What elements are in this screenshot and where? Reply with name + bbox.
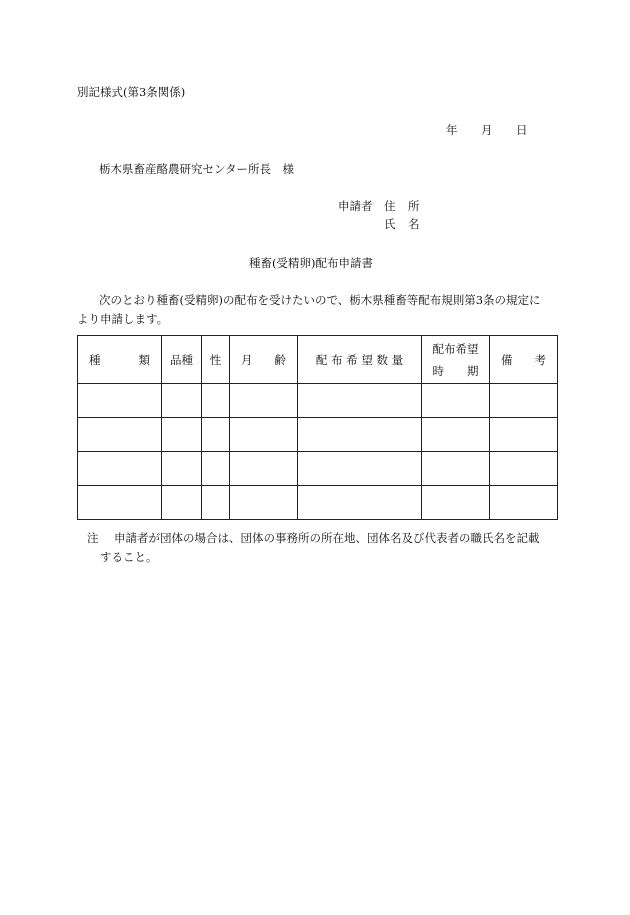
name-label-2: 名 <box>408 217 420 231</box>
cell-period[interactable] <box>422 384 490 418</box>
cell-age[interactable] <box>230 384 298 418</box>
header-age: 月 齢 <box>230 336 298 384</box>
table-row <box>78 486 558 520</box>
note-line1: 申請者が団体の場合は、団体の事務所の所在地、団体名及び代表者の職氏名を記載 <box>114 531 540 545</box>
cell-sex[interactable] <box>202 452 230 486</box>
table-row <box>78 418 558 452</box>
cell-remarks[interactable] <box>490 418 558 452</box>
cell-sex[interactable] <box>202 486 230 520</box>
cell-remarks[interactable] <box>490 486 558 520</box>
table-row <box>78 452 558 486</box>
date-year-label: 年 <box>446 123 458 137</box>
body-text-line2: より申請します。 <box>77 312 169 326</box>
cell-period[interactable] <box>422 486 490 520</box>
cell-kind[interactable] <box>78 384 162 418</box>
cell-kind[interactable] <box>78 486 162 520</box>
cell-breed[interactable] <box>162 486 202 520</box>
cell-period[interactable] <box>422 418 490 452</box>
header-period: 配布希望 時 期 <box>422 336 490 384</box>
cell-period[interactable] <box>422 452 490 486</box>
cell-quantity[interactable] <box>298 452 422 486</box>
cell-quantity[interactable] <box>298 486 422 520</box>
header-remarks: 備 考 <box>490 336 558 384</box>
date-month-label: 月 <box>481 123 493 137</box>
header-quantity: 配 布 希 望 数 量 <box>298 336 422 384</box>
address-label-2: 所 <box>408 199 420 213</box>
addressee: 栃木県畜産酪農研究センター所長 様 <box>99 162 295 176</box>
cell-remarks[interactable] <box>490 384 558 418</box>
form-title-note: 別記様式(第3条関係) <box>77 85 186 99</box>
table-header-row <box>78 336 558 384</box>
applicant-block <box>338 199 428 233</box>
cell-quantity[interactable] <box>298 384 422 418</box>
cell-breed[interactable] <box>162 452 202 486</box>
header-sex: 性 <box>202 336 230 384</box>
cell-kind[interactable] <box>78 452 162 486</box>
cell-remarks[interactable] <box>490 452 558 486</box>
cell-breed[interactable] <box>162 384 202 418</box>
cell-age[interactable] <box>230 486 298 520</box>
note-line2: すること。 <box>100 550 158 564</box>
application-table <box>77 335 558 520</box>
cell-sex[interactable] <box>202 418 230 452</box>
cell-age[interactable] <box>230 418 298 452</box>
cell-sex[interactable] <box>202 384 230 418</box>
table-row <box>78 384 558 418</box>
document-title: 種畜(受精卵)配布申請書 <box>249 256 373 270</box>
body-text-line1: 次のとおり種畜(受精卵)の配布を受けたいので、栃木県種畜等配布規則第3条の規定に <box>99 293 541 307</box>
cell-breed[interactable] <box>162 418 202 452</box>
cell-quantity[interactable] <box>298 418 422 452</box>
header-breed: 品種 <box>162 336 202 384</box>
address-label-1: 住 <box>384 199 396 213</box>
applicant-label: 申請者 <box>338 199 373 213</box>
date-day-label: 日 <box>516 123 528 137</box>
name-label-1: 氏 <box>384 217 396 231</box>
note-label: 注 <box>87 531 99 545</box>
cell-age[interactable] <box>230 452 298 486</box>
header-kind: 種 類 <box>78 336 162 384</box>
cell-kind[interactable] <box>78 418 162 452</box>
